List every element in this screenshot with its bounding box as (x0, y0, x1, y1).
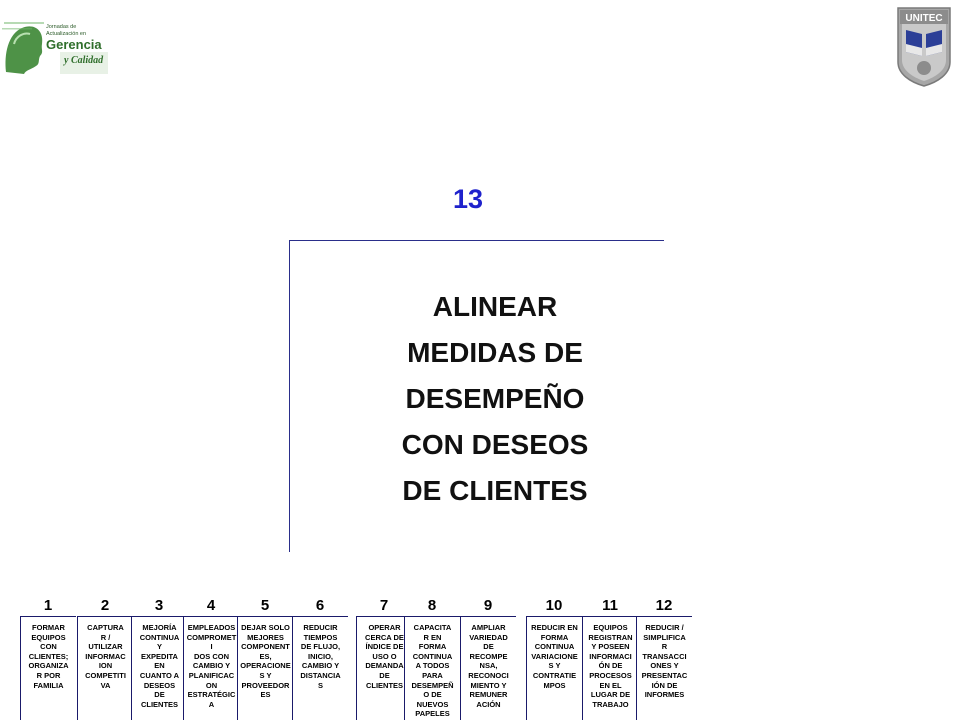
step-text: CAPACITA R EN FORMA CONTINUA A TODOS PARA DESEMPEÑ O DE NUEVOS PAPELES (411, 623, 454, 719)
unitec-logo (894, 4, 954, 88)
step-column-6 (292, 596, 348, 690)
step-number: 12 (655, 597, 673, 614)
step-tick (526, 616, 527, 720)
step-column-12 (636, 596, 692, 700)
step-text: CAPTURA R / UTILIZAR INFORMAC ION COMPETITI VA (85, 623, 126, 690)
step-number: 6 (315, 597, 325, 614)
head-silhouette-logo-icon (0, 14, 110, 76)
step-column-11 (582, 596, 638, 709)
step-number: 2 (100, 597, 110, 614)
step-divider (636, 616, 692, 617)
unitec-shield-logo-icon (894, 4, 954, 88)
main-statement (340, 284, 650, 514)
step-divider (183, 616, 239, 617)
step-tick (131, 616, 132, 720)
step-divider (77, 616, 133, 617)
logo-line4: y Calidad (64, 55, 104, 66)
logo-line2: Actualización en (46, 31, 87, 37)
logo-line3: Gerencia (46, 37, 102, 52)
step-text: DEJAR SOLO MEJORES COMPONENT ES, OPERACIONE S Y PROVEEDOR ES (240, 623, 291, 700)
step-tick (237, 616, 238, 720)
step-column-10 (526, 596, 582, 690)
step-divider (460, 616, 516, 617)
jornadas-logo (0, 14, 110, 76)
step-column-3 (131, 596, 187, 709)
step-number: 1 (43, 597, 53, 614)
step-text: EMPLEADOS COMPROMETI DOS CON CAMBIO Y PLANIFICAC ON ESTRATÉGIC A (186, 623, 237, 709)
step-column-9 (460, 596, 516, 709)
step-number: 7 (379, 597, 389, 614)
step-text: FORMAR EQUIPOS CON CLIENTES; ORGANIZA R POR FAMILIA (28, 623, 69, 690)
step-number: 4 (206, 597, 216, 614)
step-column-1 (20, 596, 76, 690)
slide-number: 13 (452, 184, 484, 214)
step-tick (20, 616, 21, 720)
main-line: CON DESEOS (401, 429, 589, 460)
step-tick (183, 616, 184, 720)
step-tick (636, 616, 637, 720)
frame-left-line (289, 240, 290, 552)
step-text: REDUCIR TIEMPOS DE FLUJO, INICIO, CAMBIO Y DISTANCIA S (300, 623, 341, 690)
step-text: EQUIPOS REGISTRAN Y POSEEN INFORMACI ÓN DE PROCESOS EN EL LUGAR DE TRABAJO (588, 623, 633, 709)
step-tick (77, 616, 78, 720)
step-text: MEJORÍA CONTINUA Y EXPEDITA EN CUANTO A DESEOS DE CLIENTES (139, 623, 180, 709)
step-divider (404, 616, 460, 617)
step-tick (460, 616, 461, 720)
step-number: 11 (602, 597, 618, 614)
step-number: 8 (427, 597, 437, 614)
step-divider (582, 616, 638, 617)
frame-top-line (290, 240, 664, 241)
step-text: AMPLIAR VARIEDAD DE RECOMPE NSA, RECONOCI MIENTO Y REMUNER ACIÓN (468, 623, 509, 709)
step-divider (292, 616, 348, 617)
step-text: REDUCIR / SIMPLIFICA R TRANSACCI ONES Y PRESENTAC IÓN DE INFORMES (641, 623, 688, 700)
step-tick (356, 616, 357, 720)
step-text: OPERAR CERCA DE ÍNDICE DE USO O DEMANDA DE CLIENTES (365, 623, 404, 690)
main-line: DESEMPEÑO (405, 383, 585, 414)
step-column-5 (237, 596, 293, 700)
step-number: 10 (545, 597, 563, 614)
unitec-text: UNITEC (905, 13, 943, 24)
step-divider (131, 616, 187, 617)
step-divider (20, 616, 76, 617)
step-column-2 (77, 596, 133, 690)
main-line: DE CLIENTES (402, 475, 588, 506)
step-divider (526, 616, 582, 617)
step-column-4 (183, 596, 239, 709)
step-text: REDUCIR EN FORMA CONTINUA VARIACIONE S Y CONTRATIE MPOS (531, 623, 578, 690)
step-tick (292, 616, 293, 720)
step-tick (404, 616, 405, 720)
main-line: MEDIDAS DE (407, 337, 583, 368)
main-line: ALINEAR (432, 291, 558, 322)
step-number: 5 (260, 597, 270, 614)
step-number: 3 (154, 597, 164, 614)
step-column-8 (404, 596, 460, 719)
logo-line1: Jornadas de (46, 24, 77, 30)
step-number: 9 (483, 597, 493, 614)
step-tick (582, 616, 583, 720)
step-divider (237, 616, 293, 617)
